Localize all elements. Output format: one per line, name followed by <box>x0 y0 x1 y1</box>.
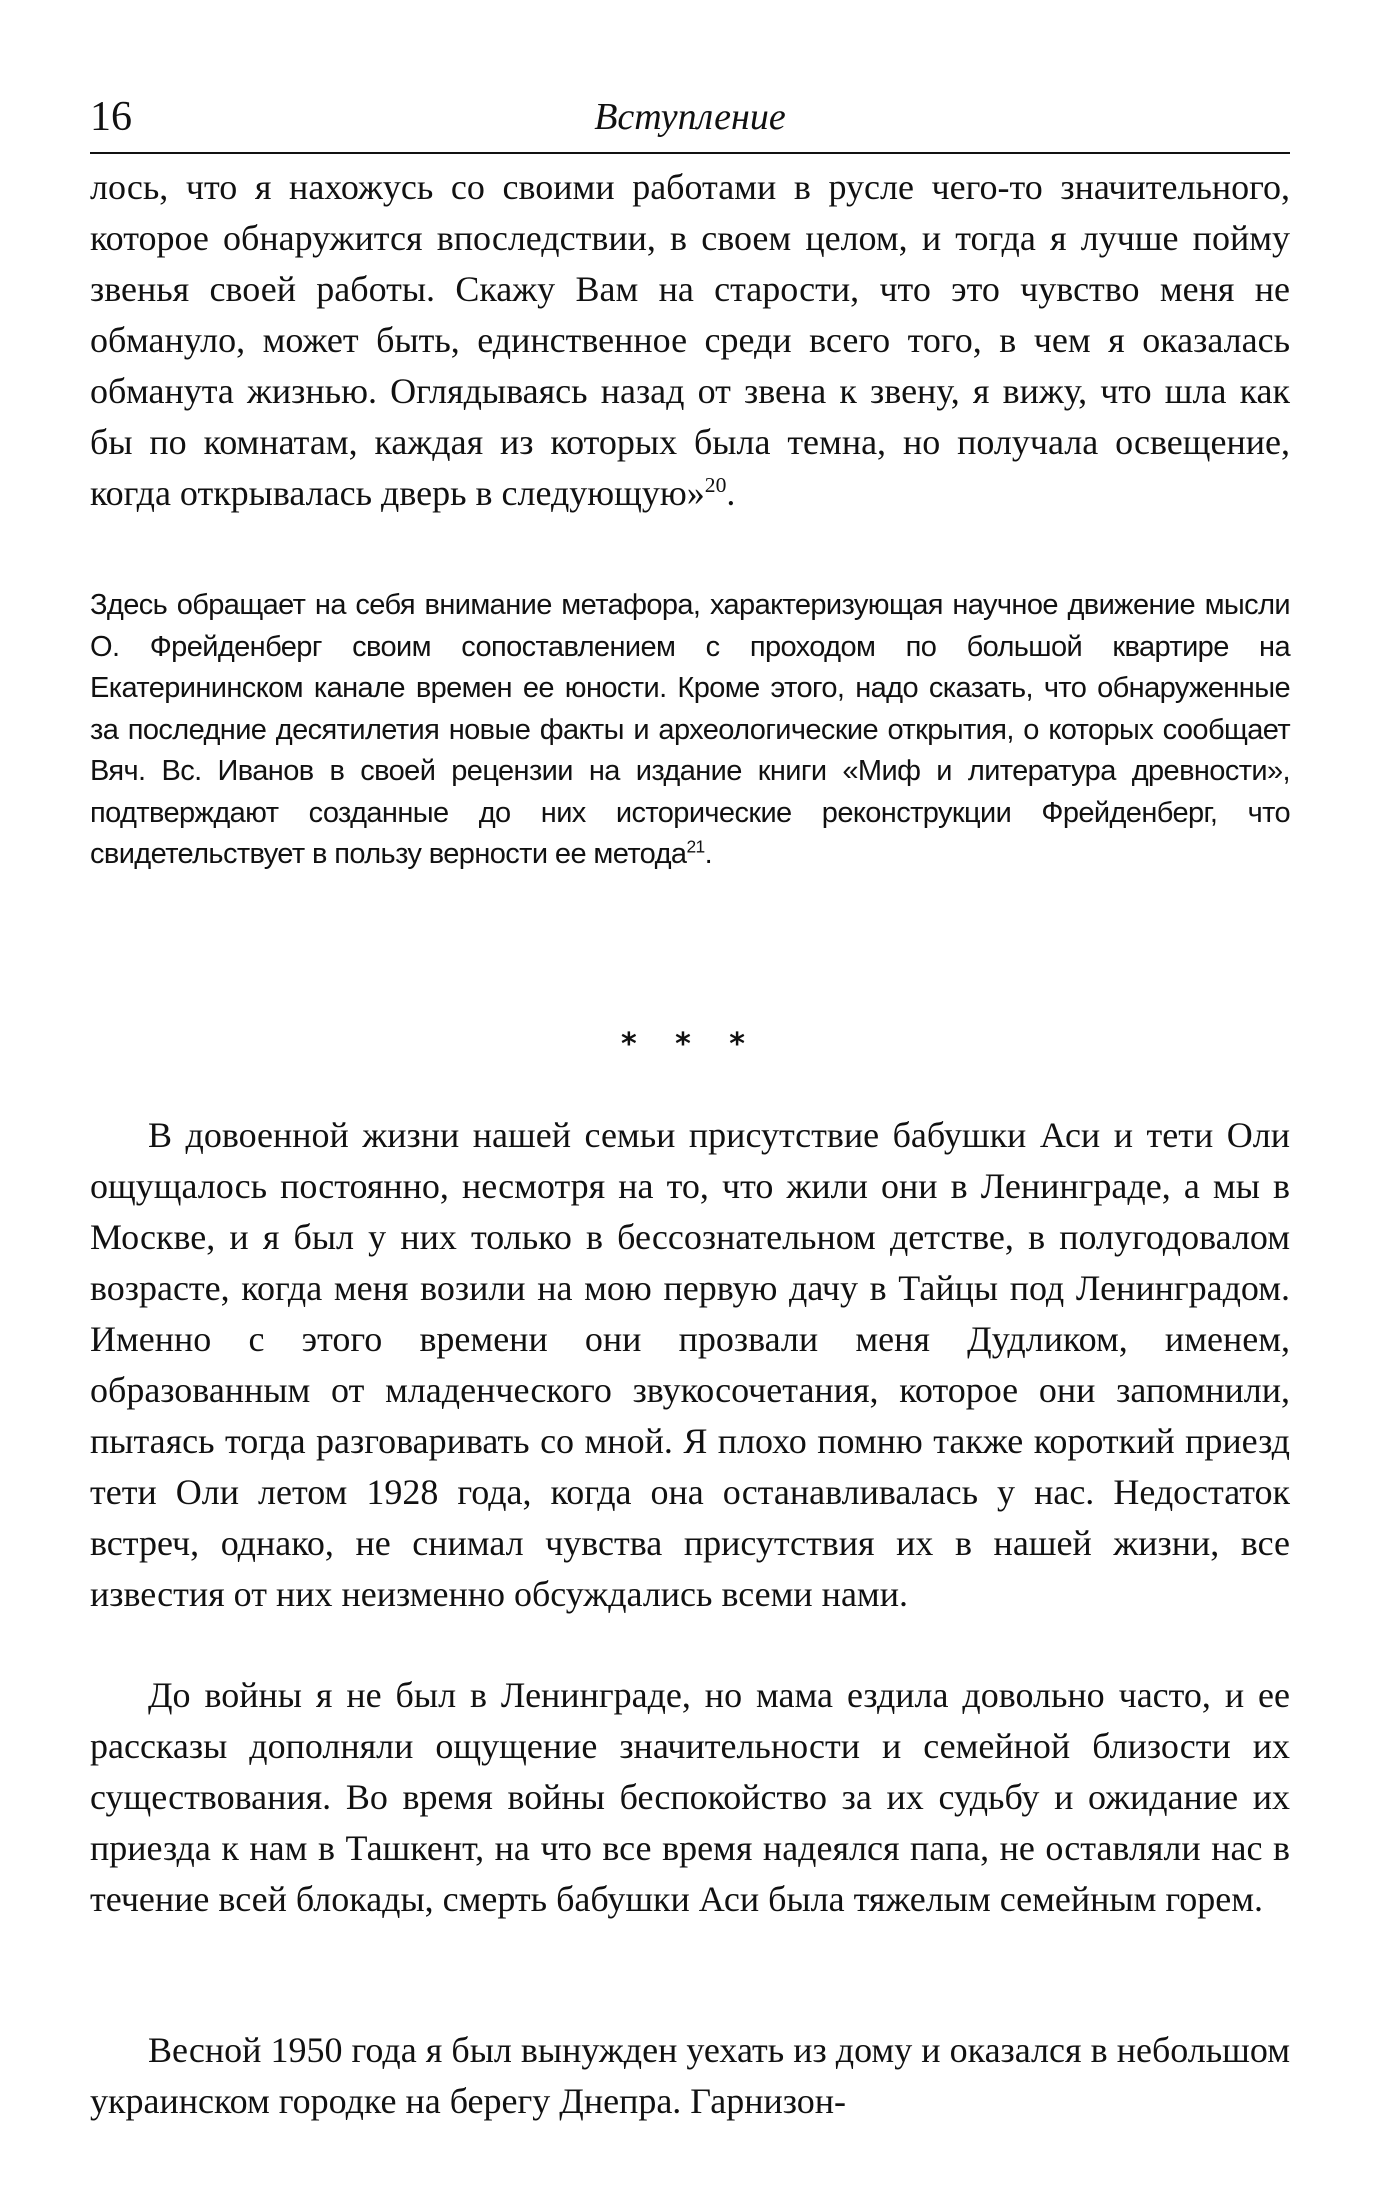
body-paragraph-1: В довоенной жизни нашей семьи присутствие бабушки Аси и тети Оли ощущалось постоянно, несмотря на то, что жили они в Ленинграде, а мы в Москве, и я был у них только в бессознательном детстве, в полугодовалом возрасте, когда меня возили на мою первую дачу в Тайцы под Ленинградом. Именно с этого времени они прозвали меня Дудликом, именем, образованным от младенческого звукосочетания, которое они запомнили, пытаясь тогда разговаривать со мной. Я плохо помню также короткий приезд тети Оли летом 1928 года, когда она останавливалась у нас. Недостаток встреч, однако, не снимал чувства присутствия их в нашей жизни, все известия от них неизменно обсуждались всеми нами. <box>90 1115 1290 1614</box>
page-number: 16 <box>90 94 132 140</box>
quote-text: лось, что я нахожусь со своими работами в русле чего-то значительного, которое обнаружится впоследствии, в своем целом, и тогда я лучше пойму звенья своей работы. Скажу Вам на старости, что это чувство меня не обмануло, может быть, единственное среди всего того, в чем я оказалась обманута жизнью. Оглядываясь назад от звена к звену, я вижу, что шла как бы по комнатам, каждая из которых была темна, но получала освещение, когда открывалась дверь в следующую» <box>90 167 1290 513</box>
running-title: Вступление <box>594 96 786 138</box>
section-separator: * * * <box>621 1027 759 1062</box>
quote-paragraph <box>90 162 1290 519</box>
page-header <box>90 92 1290 154</box>
commentary-paragraph <box>90 585 1290 876</box>
commentary-text: Здесь обращает на себя внимание метафора, характеризующая научное движение мысли О. Фрейденберг своим сопоставлением с проходом по большой квартире на Екатерининском канале времен ее юности. Кроме этого, надо сказать, что обнаруженные за последние десятилетия новые факты и археологические открытия, о которых сообщает Вяч. Вс. Иванов в своей рецензии на издание книги «Миф и литература древности», подтверждают созданные до них исторические реконструкции Фрейденберг, что свидетельствует в пользу верности ее метода <box>90 589 1290 870</box>
footnote-ref-20: 20 <box>704 473 727 497</box>
commentary-end: . <box>704 838 713 870</box>
body-paragraph-2: До войны я не был в Ленинграде, но мама ездила довольно часто, и ее рассказы дополняли ощущение значительности и семейной близости их существования. Во время войны беспокойство за их судьбу и ожидание их приезда к нам в Ташкент, на что все время надеялся папа, не оставляли нас в течение всей блокады, смерть бабушки Аси была тяжелым семейным горем. <box>90 1675 1290 1919</box>
quote-end: . <box>726 473 736 513</box>
footnote-ref-21: 21 <box>686 836 705 857</box>
body-paragraph-3: Весной 1950 года я был вынужден уехать из дому и оказался в небольшом украинском городке на берегу Днепра. Гарнизон- <box>90 2030 1290 2121</box>
